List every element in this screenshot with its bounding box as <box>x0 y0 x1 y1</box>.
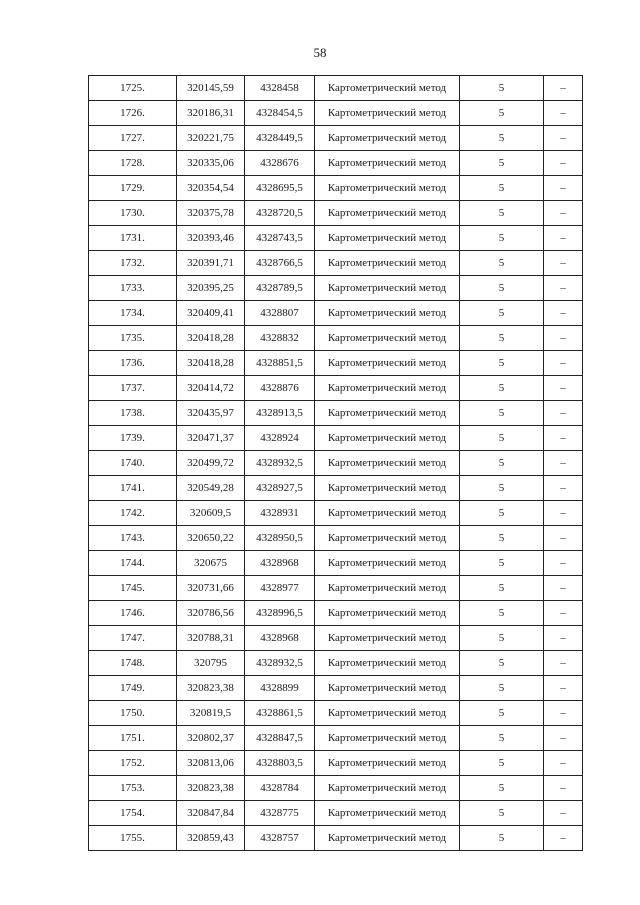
accuracy-cell: 5 <box>460 751 544 776</box>
point-number-cell: 1725. <box>89 76 177 101</box>
table-row <box>89 151 583 176</box>
table-row <box>89 76 583 101</box>
table-row <box>89 326 583 351</box>
y-coordinate-cell: 4328789,5 <box>245 276 315 301</box>
point-number-cell: 1739. <box>89 426 177 451</box>
method-cell: Картометрический метод <box>315 376 460 401</box>
method-cell: Картометрический метод <box>315 101 460 126</box>
point-number-cell: 1749. <box>89 676 177 701</box>
method-cell: Картометрический метод <box>315 126 460 151</box>
point-number-cell: 1747. <box>89 626 177 651</box>
table-row <box>89 551 583 576</box>
note-cell: – <box>544 176 583 201</box>
y-coordinate-cell: 4328449,5 <box>245 126 315 151</box>
note-cell: – <box>544 326 583 351</box>
x-coordinate-cell: 320847,84 <box>177 801 245 826</box>
x-coordinate-cell: 320393,46 <box>177 226 245 251</box>
y-coordinate-cell: 4328861,5 <box>245 701 315 726</box>
x-coordinate-cell: 320731,66 <box>177 576 245 601</box>
accuracy-cell: 5 <box>460 626 544 651</box>
accuracy-cell: 5 <box>460 801 544 826</box>
y-coordinate-cell: 4328968 <box>245 551 315 576</box>
point-number-cell: 1745. <box>89 576 177 601</box>
table-row <box>89 576 583 601</box>
method-cell: Картометрический метод <box>315 751 460 776</box>
method-cell: Картометрический метод <box>315 726 460 751</box>
note-cell: – <box>544 101 583 126</box>
point-number-cell: 1731. <box>89 226 177 251</box>
note-cell: – <box>544 626 583 651</box>
point-number-cell: 1753. <box>89 776 177 801</box>
note-cell: – <box>544 826 583 851</box>
y-coordinate-cell: 4328695,5 <box>245 176 315 201</box>
table-row <box>89 676 583 701</box>
x-coordinate-cell: 320549,28 <box>177 476 245 501</box>
table-row <box>89 101 583 126</box>
x-coordinate-cell: 320819,5 <box>177 701 245 726</box>
method-cell: Картометрический метод <box>315 801 460 826</box>
method-cell: Картометрический метод <box>315 301 460 326</box>
coordinates-table-body <box>89 76 583 851</box>
y-coordinate-cell: 4328932,5 <box>245 451 315 476</box>
accuracy-cell: 5 <box>460 401 544 426</box>
accuracy-cell: 5 <box>460 726 544 751</box>
point-number-cell: 1726. <box>89 101 177 126</box>
method-cell: Картометрический метод <box>315 276 460 301</box>
method-cell: Картометрический метод <box>315 426 460 451</box>
y-coordinate-cell: 4328977 <box>245 576 315 601</box>
accuracy-cell: 5 <box>460 176 544 201</box>
accuracy-cell: 5 <box>460 501 544 526</box>
accuracy-cell: 5 <box>460 451 544 476</box>
point-number-cell: 1744. <box>89 551 177 576</box>
accuracy-cell: 5 <box>460 826 544 851</box>
x-coordinate-cell: 320675 <box>177 551 245 576</box>
table-row <box>89 276 583 301</box>
note-cell: – <box>544 501 583 526</box>
y-coordinate-cell: 4328766,5 <box>245 251 315 276</box>
note-cell: – <box>544 426 583 451</box>
point-number-cell: 1748. <box>89 651 177 676</box>
accuracy-cell: 5 <box>460 251 544 276</box>
table-row <box>89 201 583 226</box>
y-coordinate-cell: 4328832 <box>245 326 315 351</box>
method-cell: Картометрический метод <box>315 176 460 201</box>
point-number-cell: 1737. <box>89 376 177 401</box>
x-coordinate-cell: 320414,72 <box>177 376 245 401</box>
accuracy-cell: 5 <box>460 551 544 576</box>
method-cell: Картометрический метод <box>315 476 460 501</box>
x-coordinate-cell: 320395,25 <box>177 276 245 301</box>
point-number-cell: 1751. <box>89 726 177 751</box>
note-cell: – <box>544 801 583 826</box>
note-cell: – <box>544 126 583 151</box>
accuracy-cell: 5 <box>460 376 544 401</box>
note-cell: – <box>544 151 583 176</box>
accuracy-cell: 5 <box>460 326 544 351</box>
table-row <box>89 126 583 151</box>
table-row <box>89 376 583 401</box>
note-cell: – <box>544 526 583 551</box>
table-row <box>89 476 583 501</box>
x-coordinate-cell: 320795 <box>177 651 245 676</box>
y-coordinate-cell: 4328996,5 <box>245 601 315 626</box>
note-cell: – <box>544 676 583 701</box>
table-row <box>89 651 583 676</box>
accuracy-cell: 5 <box>460 201 544 226</box>
x-coordinate-cell: 320499,72 <box>177 451 245 476</box>
y-coordinate-cell: 4328876 <box>245 376 315 401</box>
point-number-cell: 1728. <box>89 151 177 176</box>
accuracy-cell: 5 <box>460 126 544 151</box>
method-cell: Картометрический метод <box>315 776 460 801</box>
method-cell: Картометрический метод <box>315 551 460 576</box>
method-cell: Картометрический метод <box>315 601 460 626</box>
note-cell: – <box>544 301 583 326</box>
y-coordinate-cell: 4328807 <box>245 301 315 326</box>
accuracy-cell: 5 <box>460 776 544 801</box>
method-cell: Картометрический метод <box>315 326 460 351</box>
y-coordinate-cell: 4328932,5 <box>245 651 315 676</box>
point-number-cell: 1752. <box>89 751 177 776</box>
method-cell: Картометрический метод <box>315 251 460 276</box>
method-cell: Картометрический метод <box>315 701 460 726</box>
note-cell: – <box>544 751 583 776</box>
accuracy-cell: 5 <box>460 476 544 501</box>
note-cell: – <box>544 401 583 426</box>
method-cell: Картометрический метод <box>315 626 460 651</box>
method-cell: Картометрический метод <box>315 526 460 551</box>
note-cell: – <box>544 551 583 576</box>
y-coordinate-cell: 4328775 <box>245 801 315 826</box>
method-cell: Картометрический метод <box>315 826 460 851</box>
accuracy-cell: 5 <box>460 426 544 451</box>
x-coordinate-cell: 320435,97 <box>177 401 245 426</box>
x-coordinate-cell: 320221,75 <box>177 126 245 151</box>
table-row <box>89 226 583 251</box>
accuracy-cell: 5 <box>460 601 544 626</box>
y-coordinate-cell: 4328676 <box>245 151 315 176</box>
x-coordinate-cell: 320186,31 <box>177 101 245 126</box>
method-cell: Картометрический метод <box>315 151 460 176</box>
table-row <box>89 601 583 626</box>
accuracy-cell: 5 <box>460 276 544 301</box>
method-cell: Картометрический метод <box>315 576 460 601</box>
point-number-cell: 1733. <box>89 276 177 301</box>
y-coordinate-cell: 4328851,5 <box>245 351 315 376</box>
method-cell: Картометрический метод <box>315 676 460 701</box>
note-cell: – <box>544 726 583 751</box>
note-cell: – <box>544 651 583 676</box>
y-coordinate-cell: 4328847,5 <box>245 726 315 751</box>
x-coordinate-cell: 320823,38 <box>177 776 245 801</box>
point-number-cell: 1742. <box>89 501 177 526</box>
accuracy-cell: 5 <box>460 76 544 101</box>
point-number-cell: 1754. <box>89 801 177 826</box>
accuracy-cell: 5 <box>460 651 544 676</box>
coordinates-table <box>88 75 583 851</box>
point-number-cell: 1735. <box>89 326 177 351</box>
accuracy-cell: 5 <box>460 101 544 126</box>
x-coordinate-cell: 320409,41 <box>177 301 245 326</box>
x-coordinate-cell: 320391,71 <box>177 251 245 276</box>
point-number-cell: 1736. <box>89 351 177 376</box>
x-coordinate-cell: 320813,06 <box>177 751 245 776</box>
note-cell: – <box>544 376 583 401</box>
y-coordinate-cell: 4328458 <box>245 76 315 101</box>
table-row <box>89 776 583 801</box>
note-cell: – <box>544 601 583 626</box>
table-row <box>89 351 583 376</box>
accuracy-cell: 5 <box>460 151 544 176</box>
table-row <box>89 451 583 476</box>
x-coordinate-cell: 320354,54 <box>177 176 245 201</box>
table-row <box>89 801 583 826</box>
table-row <box>89 751 583 776</box>
x-coordinate-cell: 320859,43 <box>177 826 245 851</box>
y-coordinate-cell: 4328784 <box>245 776 315 801</box>
table-row <box>89 501 583 526</box>
method-cell: Картометрический метод <box>315 226 460 251</box>
x-coordinate-cell: 320375,78 <box>177 201 245 226</box>
table-row <box>89 301 583 326</box>
method-cell: Картометрический метод <box>315 76 460 101</box>
point-number-cell: 1734. <box>89 301 177 326</box>
y-coordinate-cell: 4328803,5 <box>245 751 315 776</box>
x-coordinate-cell: 320335,06 <box>177 151 245 176</box>
note-cell: – <box>544 476 583 501</box>
note-cell: – <box>544 451 583 476</box>
method-cell: Картометрический метод <box>315 401 460 426</box>
y-coordinate-cell: 4328924 <box>245 426 315 451</box>
table-row <box>89 176 583 201</box>
note-cell: – <box>544 201 583 226</box>
point-number-cell: 1755. <box>89 826 177 851</box>
x-coordinate-cell: 320471,37 <box>177 426 245 451</box>
x-coordinate-cell: 320823,38 <box>177 676 245 701</box>
table-row <box>89 526 583 551</box>
x-coordinate-cell: 320418,28 <box>177 326 245 351</box>
x-coordinate-cell: 320145,59 <box>177 76 245 101</box>
y-coordinate-cell: 4328743,5 <box>245 226 315 251</box>
accuracy-cell: 5 <box>460 226 544 251</box>
table-row <box>89 726 583 751</box>
point-number-cell: 1743. <box>89 526 177 551</box>
x-coordinate-cell: 320788,31 <box>177 626 245 651</box>
y-coordinate-cell: 4328720,5 <box>245 201 315 226</box>
y-coordinate-cell: 4328927,5 <box>245 476 315 501</box>
x-coordinate-cell: 320609,5 <box>177 501 245 526</box>
page-number: 58 <box>313 45 327 60</box>
y-coordinate-cell: 4328454,5 <box>245 101 315 126</box>
table-row <box>89 626 583 651</box>
table-row <box>89 826 583 851</box>
note-cell: – <box>544 351 583 376</box>
y-coordinate-cell: 4328899 <box>245 676 315 701</box>
method-cell: Картометрический метод <box>315 351 460 376</box>
method-cell: Картометрический метод <box>315 651 460 676</box>
y-coordinate-cell: 4328757 <box>245 826 315 851</box>
note-cell: – <box>544 776 583 801</box>
point-number-cell: 1746. <box>89 601 177 626</box>
note-cell: – <box>544 251 583 276</box>
x-coordinate-cell: 320802,37 <box>177 726 245 751</box>
y-coordinate-cell: 4328931 <box>245 501 315 526</box>
point-number-cell: 1740. <box>89 451 177 476</box>
method-cell: Картометрический метод <box>315 201 460 226</box>
method-cell: Картометрический метод <box>315 451 460 476</box>
note-cell: – <box>544 701 583 726</box>
x-coordinate-cell: 320650,22 <box>177 526 245 551</box>
y-coordinate-cell: 4328968 <box>245 626 315 651</box>
accuracy-cell: 5 <box>460 701 544 726</box>
y-coordinate-cell: 4328950,5 <box>245 526 315 551</box>
accuracy-cell: 5 <box>460 676 544 701</box>
x-coordinate-cell: 320786,56 <box>177 601 245 626</box>
point-number-cell: 1730. <box>89 201 177 226</box>
note-cell: – <box>544 76 583 101</box>
table-row <box>89 426 583 451</box>
accuracy-cell: 5 <box>460 351 544 376</box>
point-number-cell: 1727. <box>89 126 177 151</box>
note-cell: – <box>544 576 583 601</box>
note-cell: – <box>544 276 583 301</box>
table-row <box>89 701 583 726</box>
point-number-cell: 1741. <box>89 476 177 501</box>
method-cell: Картометрический метод <box>315 501 460 526</box>
y-coordinate-cell: 4328913,5 <box>245 401 315 426</box>
note-cell: – <box>544 226 583 251</box>
table-row <box>89 251 583 276</box>
accuracy-cell: 5 <box>460 526 544 551</box>
point-number-cell: 1732. <box>89 251 177 276</box>
point-number-cell: 1738. <box>89 401 177 426</box>
table-row <box>89 401 583 426</box>
accuracy-cell: 5 <box>460 301 544 326</box>
x-coordinate-cell: 320418,28 <box>177 351 245 376</box>
point-number-cell: 1750. <box>89 701 177 726</box>
point-number-cell: 1729. <box>89 176 177 201</box>
accuracy-cell: 5 <box>460 576 544 601</box>
